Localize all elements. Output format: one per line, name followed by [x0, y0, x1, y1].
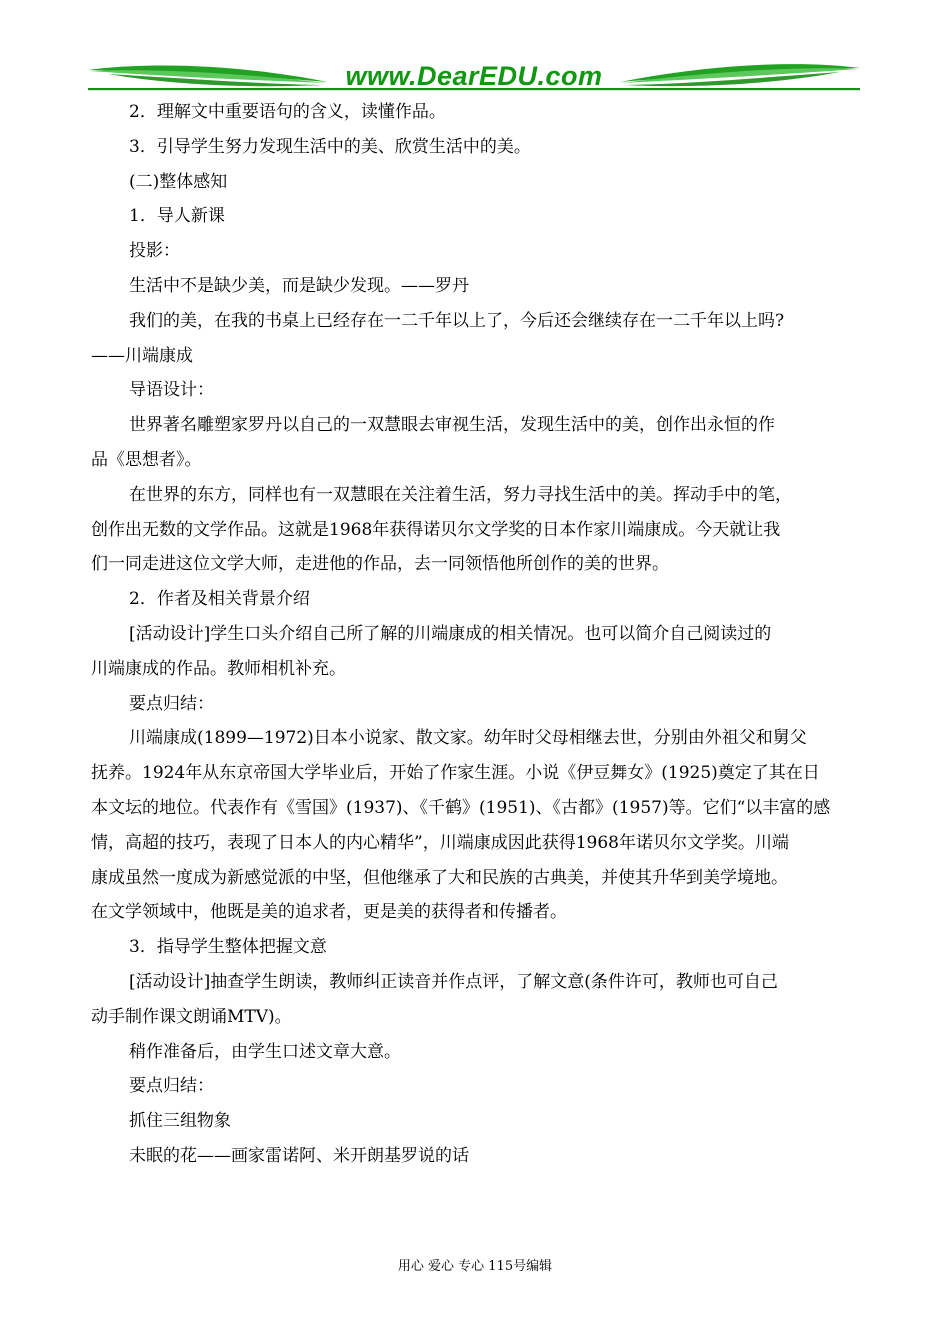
- text-line: 抚养。1924年从东京帝国大学毕业后，开始了作家生涯。小说《伊豆舞女》(1925)奠定了其在日: [91, 763, 820, 784]
- text-line: 在文学领域中，他既是美的追求者，更是美的获得者和传播者。: [91, 902, 567, 923]
- text-line: 抓住三组物象: [129, 1111, 231, 1132]
- text-line: 世界著名雕塑家罗丹以自己的一双慧眼去审视生活，发现生活中的美，创作出永恒的作: [129, 415, 775, 436]
- text-line: 们一同走进这位文学大师，走进他的作品，去一同领悟他所创作的美的世界。: [91, 554, 669, 575]
- text-line: 2．理解文中重要语句的含义，读懂作品。: [129, 102, 446, 122]
- text-line: ——川端康成: [91, 345, 193, 366]
- text-line: 品《思想者》。: [91, 449, 202, 470]
- text-line: 3．指导学生整体把握文意: [129, 937, 327, 958]
- text-line: 动手制作课文朗诵MTV)。: [91, 1006, 292, 1027]
- text-line: 稍作准备后，由学生口述文章大意。: [129, 1041, 401, 1062]
- text-line: [活动设计]抽查学生朗读，教师纠正读音并作点评，了解文意(条件许可，教师也可自己: [129, 971, 778, 992]
- site-header-banner: [88, 58, 860, 94]
- text-line: 川端康成的作品。教师相机补充。: [91, 658, 346, 679]
- text-line: 投影：: [129, 241, 180, 262]
- text-line: 本文坛的地位。代表作有《雪国》(1937)、《千鹤》(1951)、《古都》(1957)等。它们“以丰富的感: [91, 797, 831, 818]
- text-line: 要点归结：: [129, 693, 214, 714]
- text-line: 我们的美，在我的书桌上已经存在一二千年以上了，今后还会继续存在一二千年以上吗?: [129, 310, 785, 331]
- site-brand-logo-text: www.DearEDU.com: [345, 61, 603, 91]
- text-line: 康成虽然一度成为新感觉派的中坚，但他继承了大和民族的古典美，并使其升华到美学境地。: [91, 867, 788, 888]
- text-line: (二)整体感知: [129, 171, 228, 192]
- text-line: 要点归结：: [129, 1076, 214, 1097]
- text-line: 创作出无数的文学作品。这就是1968年获得诺贝尔文学奖的日本作家川端康成。今天就让我: [91, 519, 781, 540]
- page-footer: 用心 爱心 专心 115号编辑: [397, 1259, 553, 1274]
- document-body: [91, 95, 859, 1174]
- text-line: 情，高超的技巧，表现了日本人的内心精华”，川端康成因此获得1968年诺贝尔文学奖。川端: [91, 832, 789, 853]
- text-line: 川端康成(1899—1972)日本小说家、散文家。幼年时父母相继去世，分别由外祖父和舅父: [129, 728, 807, 749]
- text-line: 1．导人新课: [129, 206, 225, 227]
- text-line: 未眠的花——画家雷诺阿、米开朗基罗说的话: [129, 1145, 469, 1166]
- text-line: 导语设计：: [129, 380, 214, 401]
- text-line: 3．引导学生努力发现生活中的美、欣赏生活中的美。: [129, 136, 531, 157]
- text-line: [活动设计]学生口头介绍自己所了解的川端康成的相关情况。也可以简介自己阅读过的: [129, 623, 772, 644]
- text-line: 生活中不是缺少美，而是缺少发现。——罗丹: [129, 275, 469, 296]
- text-line: 2．作者及相关背景介绍: [129, 589, 310, 610]
- text-line: 在世界的东方，同样也有一双慧眼在关注着生活，努力寻找生活中的美。挥动手中的笔，: [129, 484, 792, 505]
